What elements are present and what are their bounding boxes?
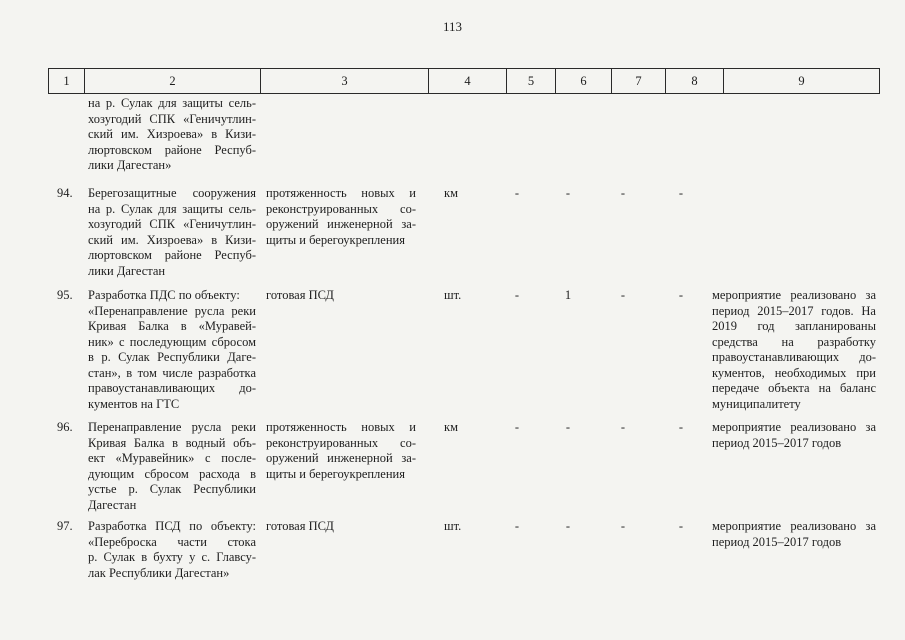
indicator	[266, 288, 416, 304]
text-line: люртовском районе Респуб-	[88, 142, 256, 157]
text-line: средства на разработку	[712, 334, 876, 349]
text-line: люртовском районе Респуб-	[88, 248, 256, 262]
column-header: 4	[429, 69, 507, 94]
text-line: протяженность новых и	[266, 186, 416, 200]
measure-name	[88, 420, 256, 513]
measure-name	[88, 519, 256, 581]
unit: км	[444, 420, 458, 434]
text-line: оружений инженерной за-	[266, 217, 416, 231]
value-col7: -	[620, 519, 626, 533]
note	[712, 420, 876, 451]
text-line: «Переброска части стока	[88, 534, 256, 549]
text-line: оружений инженерной за-	[266, 451, 416, 465]
row-number: 95.	[57, 288, 73, 302]
text-line: ский им. Хизроева» в Кизи-	[88, 232, 256, 247]
text-line: кументов, необходимых при	[712, 365, 876, 380]
text-line: мероприятие реализовано за	[712, 420, 876, 434]
page-number: 113	[442, 19, 463, 34]
text-line: стан», в том числе разработка	[88, 365, 256, 380]
text-line: щиты и берегоукрепления	[266, 232, 405, 247]
text-line: щиты и берегоукрепления	[266, 466, 405, 481]
note	[712, 288, 876, 412]
text-line: Разработка ПДС по объекту:	[88, 288, 240, 302]
text-line: «Перенаправление русла реки	[88, 303, 256, 318]
value-col6: 1	[564, 288, 572, 302]
text-line: период 2015–2017 годов	[712, 534, 842, 549]
column-header: 9	[724, 69, 880, 94]
text-line: на р. Сулак для защиты сель-	[88, 96, 256, 110]
text-line: правоустанавливающих до-	[712, 350, 876, 364]
text-line: р. Сулак в бухту у с. Главсу-	[88, 550, 256, 564]
note	[712, 519, 876, 550]
measure-name	[88, 186, 256, 279]
value-col7: -	[620, 420, 626, 434]
value-col8: -	[678, 186, 684, 200]
value-col6: -	[565, 420, 571, 434]
text-line: Перенаправление русла реки	[88, 420, 256, 434]
text-line: передаче объекта на баланс	[712, 381, 876, 395]
unit: км	[444, 186, 458, 200]
text-line: хозугодий СПК «Геничутлин-	[88, 111, 256, 126]
text-line: мероприятие реализовано за	[712, 519, 876, 533]
value-col8: -	[678, 420, 684, 434]
text-line: 2019 год запланированы	[712, 319, 876, 333]
row-number: 97.	[57, 519, 73, 533]
value-col6: -	[565, 186, 571, 200]
unit: шт.	[444, 519, 462, 533]
text-line: Берегозащитные сооружения	[88, 186, 256, 200]
measure-name	[88, 96, 256, 174]
value-col7: -	[620, 288, 626, 302]
text-line: Разработка ПСД по объекту:	[88, 519, 256, 533]
text-line: в р. Сулак Республики Даге-	[88, 350, 256, 364]
text-line: готовая ПСД	[266, 519, 334, 533]
text-line: протяженность новых и	[266, 420, 416, 434]
text-line: период 2015–2017 годов	[712, 435, 842, 450]
text-line: ский им. Хизроева» в Кизи-	[88, 127, 256, 141]
text-line: Кривая Балка в «Муравей-	[88, 319, 256, 333]
unit: шт.	[444, 288, 462, 302]
text-line: муниципалитету	[712, 396, 801, 411]
column-header: 3	[261, 69, 429, 94]
text-line: период 2015–2017 годов. На	[712, 303, 876, 318]
value-col7: -	[620, 186, 626, 200]
text-line: кументов на ГТС	[88, 396, 180, 411]
text-line: Дагестан	[88, 497, 137, 512]
value-col8: -	[678, 519, 684, 533]
measure-name	[88, 288, 256, 412]
column-header: 7	[612, 69, 666, 94]
value-col8: -	[678, 288, 684, 302]
text-line: правоустанавливающих до-	[88, 381, 256, 395]
text-line: на р. Сулак для защиты сель-	[88, 201, 256, 216]
text-line: мероприятие реализовано за	[712, 288, 876, 302]
text-line: лики Дагестан	[88, 263, 166, 278]
column-header: 1	[49, 69, 85, 94]
row-number: 94.	[57, 186, 73, 200]
column-header: 8	[666, 69, 724, 94]
indicator	[266, 186, 416, 248]
text-line: хозугодий СПК «Геничутлин-	[88, 217, 256, 231]
value-col5: -	[514, 288, 520, 302]
text-line: дующим сбросом расхода в	[88, 466, 256, 481]
column-header: 5	[507, 69, 556, 94]
text-line: ник» с последующим сбросом	[88, 334, 256, 349]
value-col6: -	[565, 519, 571, 533]
column-header-table	[48, 68, 880, 94]
indicator	[266, 420, 416, 482]
text-line: лики Дагестан»	[88, 158, 172, 172]
text-line: Кривая Балка в водный объ-	[88, 435, 256, 450]
text-line: ект «Муравейник» с после-	[88, 451, 256, 465]
value-col5: -	[514, 519, 520, 533]
value-col5: -	[514, 186, 520, 200]
row-number: 96.	[57, 420, 73, 434]
column-header: 6	[556, 69, 612, 94]
text-line: готовая ПСД	[266, 288, 334, 302]
text-line: реконструированных со-	[266, 435, 416, 450]
indicator	[266, 519, 416, 535]
text-line: реконструированных со-	[266, 201, 416, 216]
column-header: 2	[85, 69, 261, 94]
text-line: устье р. Сулак Республики	[88, 482, 256, 496]
text-line: лак Республики Дагестан»	[88, 565, 230, 580]
value-col5: -	[514, 420, 520, 434]
